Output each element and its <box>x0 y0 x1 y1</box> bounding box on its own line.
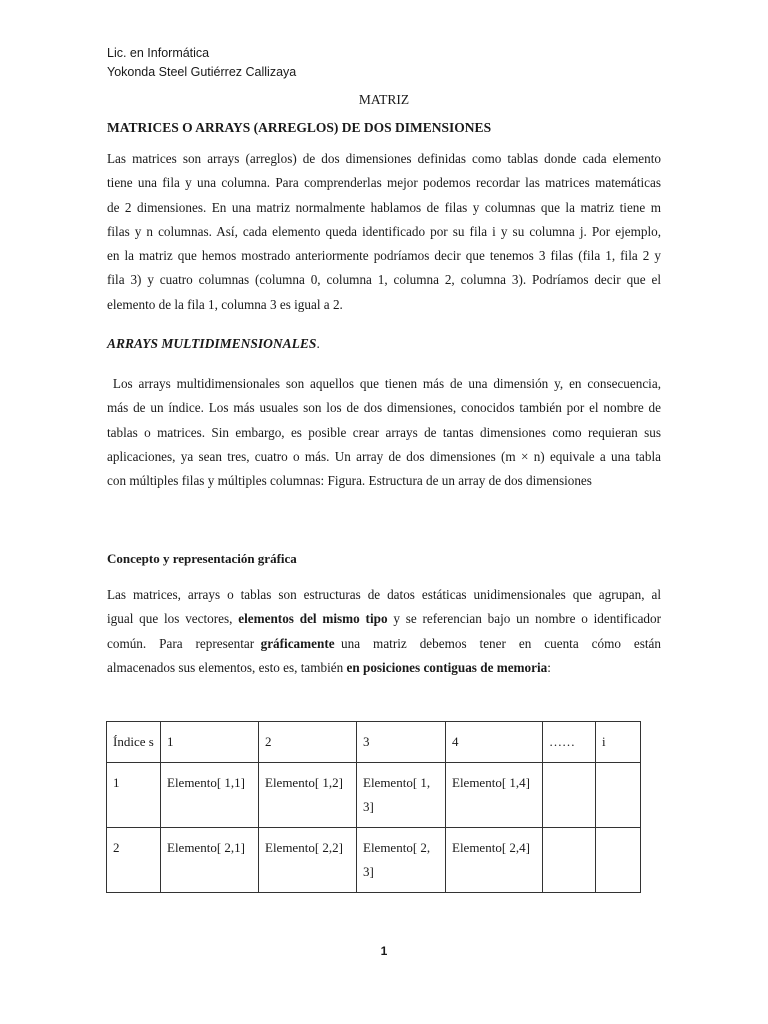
table-header-row <box>107 722 641 763</box>
table-cell: 4 <box>446 722 543 763</box>
paragraph-concepto <box>107 583 661 680</box>
section-heading-multidimensional <box>107 336 320 352</box>
table-cell: 1 <box>161 722 259 763</box>
table-cell: …… <box>543 722 596 763</box>
table-cell: Elemento[ 1,1] <box>161 763 259 828</box>
paragraph-line: elemento de la fila 1, columna 3 es igual a 2. <box>107 296 343 312</box>
paragraph-line: aplicaciones, ya sean tres, cuatro o más. Un array de dos dimensiones (m × n) equivale a una tabla <box>107 448 661 464</box>
paragraph-line: con múltiples filas y múltiples columnas: Figura. Estructura de un array de dos dimensiones <box>107 473 592 489</box>
paragraph-line: tiene una fila y una columna. Para comprenderlas mejor podemos recordar las matrices matemáticas <box>107 175 661 191</box>
table-cell <box>596 828 641 893</box>
text-run: igual que los vectores, <box>107 611 239 627</box>
page-title: MATRIZ <box>358 92 410 107</box>
text-run: una matriz debemos tener en cuenta cómo están <box>334 635 661 651</box>
paragraph-line: en la matriz que hemos mostrado anteriormente podríamos decir que tenemos 3 filas (fila 1, fila 2 y <box>107 248 661 264</box>
header-degree: Lic. en Informática <box>107 46 210 60</box>
document-header <box>107 44 296 82</box>
table-cell <box>543 763 596 828</box>
table-row <box>107 828 641 893</box>
paragraph-line: más de un índice. Los más usuales son los de dos dimensiones, conocidos también por el nombre de <box>107 400 661 416</box>
table-cell: 3 <box>357 722 446 763</box>
section-heading-matrices: MATRICES O ARRAYS (ARREGLOS) DE DOS DIMENSIONES <box>107 120 492 135</box>
text-run: : <box>547 659 551 675</box>
table-cell: Elemento[ 2,2] <box>259 828 357 893</box>
table-cell: 2 <box>107 828 161 893</box>
heading-suffix: . <box>316 336 320 351</box>
matrix-table <box>106 721 641 893</box>
table-cell: Elemento[ 1,4] <box>446 763 543 828</box>
text-run: común. Para representar <box>107 635 261 651</box>
table-cell: i <box>596 722 641 763</box>
table-cell: 2 <box>259 722 357 763</box>
text-run: y se referencian bajo un nombre o identificador <box>387 611 662 627</box>
header-author: Yokonda Steel Gutiérrez Callizaya <box>107 65 297 79</box>
bold-text: gráficamente <box>260 635 335 651</box>
table-row <box>107 763 641 828</box>
paragraph-line: Las matrices son arrays (arreglos) de dos dimensiones definidas como tablas donde cada elemento <box>107 151 661 166</box>
paragraph-multidimensional <box>107 372 661 493</box>
table-cell: Índice s <box>107 722 161 763</box>
table-cell: Elemento[ 2,4] <box>446 828 543 893</box>
table-cell: 1 <box>107 763 161 828</box>
table-cell: Elemento[ 1, 3] <box>357 763 446 828</box>
table-cell: Elemento[ 2, 3] <box>357 828 446 893</box>
paragraph-matrices <box>107 147 661 317</box>
table-cell: Elemento[ 2,1] <box>161 828 259 893</box>
paragraph-line: Los arrays multidimensionales son aquellos que tienen más de una dimensión y, en consecuencia, <box>107 376 661 391</box>
paragraph-line: tablas o matrices. Sin embargo, es posible crear arrays de tantas dimensiones como requieran sus <box>107 424 661 440</box>
heading-text: ARRAYS MULTIDIMENSIONALES <box>107 336 317 351</box>
paragraph-line <box>107 607 661 631</box>
bold-text: elementos del mismo tipo <box>238 611 388 627</box>
table-cell <box>543 828 596 893</box>
table-cell <box>596 763 641 828</box>
paragraph-line <box>107 656 661 680</box>
bold-text: en posiciones contiguas de memoria <box>346 659 548 675</box>
paragraph-line <box>107 632 661 656</box>
section-heading-concepto: Concepto y representación gráfica <box>107 551 297 566</box>
paragraph-line: Las matrices, arrays o tablas son estructuras de datos estáticas unidimensionales que agrupan, al <box>107 587 661 602</box>
paragraph-line: filas y n columnas. Así, cada elemento queda identificado por su fila i y su columna j. Por ejemplo, <box>107 223 661 239</box>
table-cell: Elemento[ 1,2] <box>259 763 357 828</box>
text-run: almacenados sus elementos, esto es, también <box>107 659 347 675</box>
page-number: 1 <box>380 944 388 958</box>
paragraph-line: fila 3) y cuatro columnas (columna 0, columna 1, columna 2, columna 3). Podríamos decir que el <box>107 272 661 288</box>
paragraph-line: de 2 dimensiones. En una matriz normalmente hablamos de filas y columnas que la matriz tiene m <box>107 199 661 215</box>
